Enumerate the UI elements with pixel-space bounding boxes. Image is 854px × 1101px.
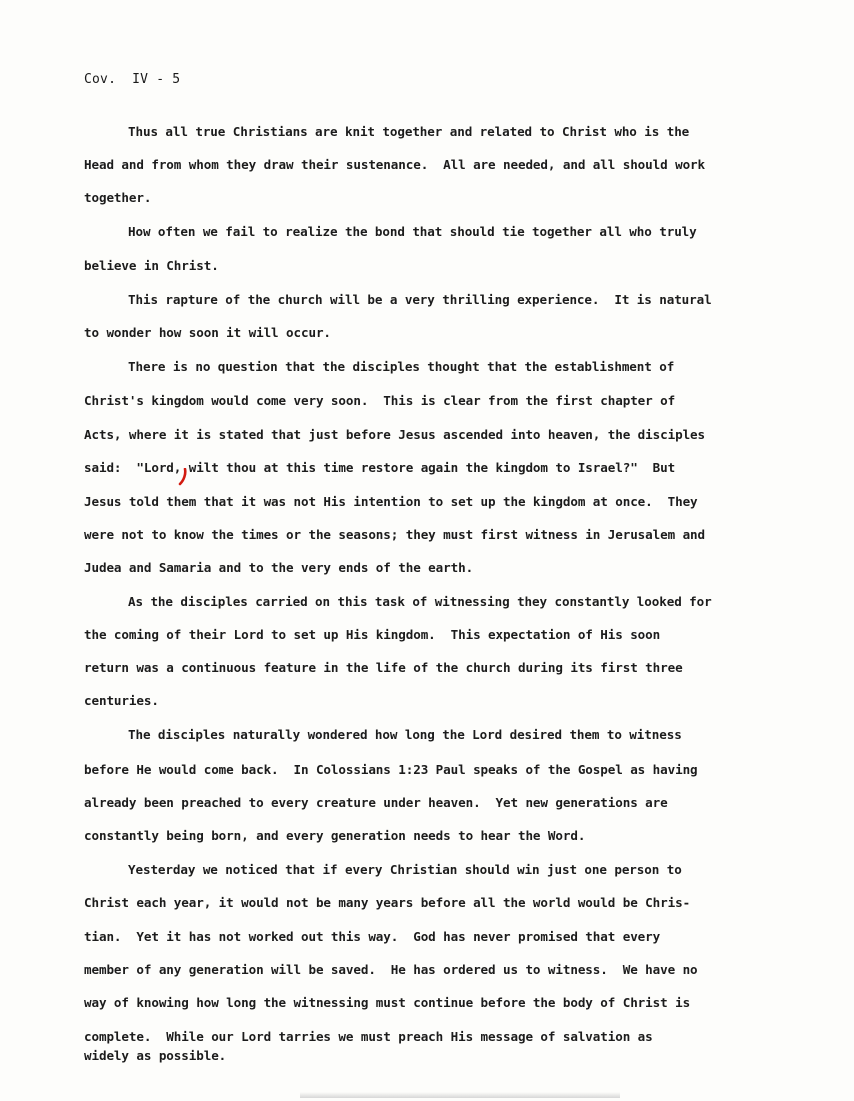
text-line: Christ's kingdom would come very soon. This is clear from the first chapter of — [84, 393, 676, 408]
red-comma-mark — [178, 468, 188, 486]
text-line: Thus all true Christians are knit together and related to Christ who is the — [128, 124, 690, 139]
text-line: Judea and Samaria and to the very ends of the earth. — [84, 560, 474, 575]
text-line: Jesus told them that it was not His intention to set up the kingdom at once. They — [84, 494, 698, 509]
text-line: constantly being born, and every generation needs to hear the Word. — [84, 828, 586, 843]
text-line: There is no question that the disciples thought that the establishment of — [128, 359, 675, 374]
scan-edge-shadow — [300, 1092, 620, 1098]
page-header: Cov. IV - 5 — [84, 72, 181, 87]
text-line: Head and from whom they draw their sustenance. All are needed, and all should work — [84, 157, 706, 172]
text-line: Christ each year, it would not be many years before all the world would be Chris- — [84, 895, 691, 910]
text-line: member of any generation will be saved. He has ordered us to witness. We have no — [84, 962, 698, 977]
text-line: before He would come back. In Colossians 1:23 Paul speaks of the Gospel as having — [84, 762, 698, 777]
text-line: How often we fail to realize the bond that should tie together all who truly — [128, 224, 697, 239]
text-line: widely as possible. — [84, 1048, 227, 1063]
text-line: the coming of their Lord to set up His kingdom. This expectation of His soon — [84, 627, 661, 642]
text-line: way of knowing how long the witnessing must continue before the body of Christ is — [84, 995, 691, 1010]
text-line: As the disciples carried on this task of witnessing they constantly looked for — [128, 594, 712, 609]
text-line: believe in Christ. — [84, 258, 219, 273]
text-line: said: "Lord, wilt thou at this time restore again the kingdom to Israel?" But — [84, 460, 676, 475]
text-line: centuries. — [84, 693, 159, 708]
text-line: return was a continuous feature in the life of the church during its first three — [84, 660, 683, 675]
text-line: to wonder how soon it will occur. — [84, 325, 331, 340]
text-line: Acts, where it is stated that just before Jesus ascended into heaven, the disciples — [84, 427, 706, 442]
text-line: complete. While our Lord tarries we must preach His message of salvation as — [84, 1029, 653, 1044]
text-line: were not to know the times or the seasons; they must first witness in Jerusalem and — [84, 527, 706, 542]
text-line: tian. Yet it has not worked out this way. God has never promised that every — [84, 929, 661, 944]
text-line: The disciples naturally wondered how long the Lord desired them to witness — [128, 727, 682, 742]
text-line: together. — [84, 190, 152, 205]
text-line: already been preached to every creature under heaven. Yet new generations are — [84, 795, 668, 810]
text-line: Yesterday we noticed that if every Christian should win just one person to — [128, 862, 682, 877]
text-line: This rapture of the church will be a very thrilling experience. It is natural — [128, 292, 712, 307]
